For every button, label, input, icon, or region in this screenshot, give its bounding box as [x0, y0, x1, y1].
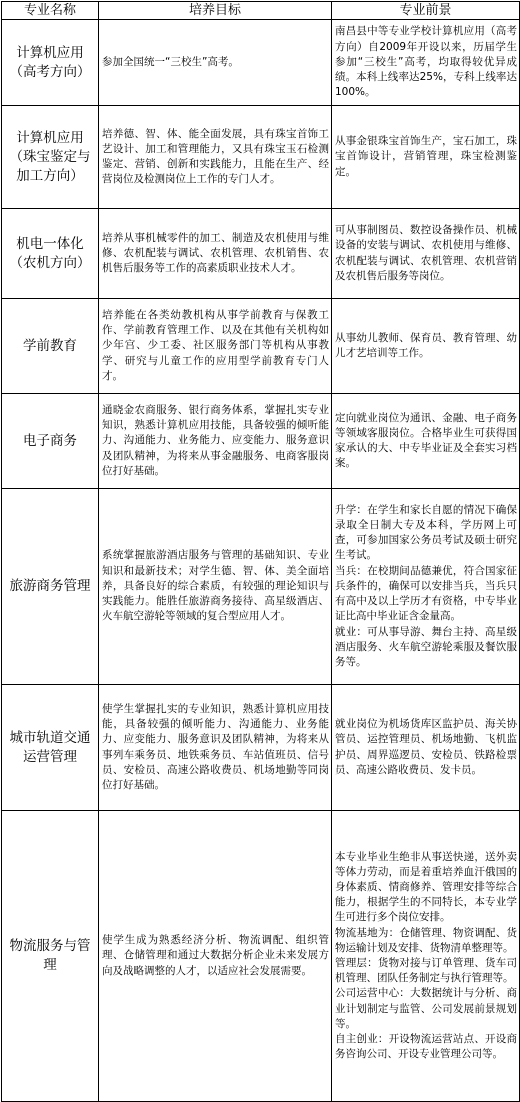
major-table — [1, 1, 520, 1102]
prospect-paragraph: 升学：在学生和家长自愿的情况下确保录取全日制大专及本科，学历网上可查，可参加国家公务员考试及硕士研究生考试。 — [335, 503, 517, 562]
prospect-paragraph: 就业岗位为机场货库区监护员、海关协管员、运控管理员、机场地勤、飞机监护员、周界巡逻员、安检员、铁路检票员、高速公路收费员、发卡员。 — [335, 718, 517, 776]
training-goal-cell — [99, 209, 332, 299]
major-name-cell: 计算机应用 （高考方向） — [2, 20, 99, 106]
goal-paragraph: 培养德、智、体、能全面发展，具有珠宝首饰工艺设计、加工和管理能力，又具有珠宝玉石检测鉴定、营销、创新和实践能力，且能在生产、经营岗位及检测岗位上工作的专门人才。 — [102, 127, 329, 186]
goal-paragraph: 使学生掌握扎实的专业知识，熟悉计算机应用技能，具备较强的倾听能力、沟通能力、业务能力、应变能力、服务意识及团队精神，为将来从事列车乘务员、地铁乘务员、车站值班员、信号员、安检员、高速公路收费员、机场地勤等同岗位打好基础。 — [102, 702, 329, 791]
table-body — [2, 20, 520, 1102]
goal-paragraph: 培养从事机械零件的加工、制造及农机使用与维修、农机配装与调试、农机管理、农机销售、农机售后服务等工作的高素质职业技术人才。 — [102, 231, 329, 275]
career-prospect-cell — [332, 394, 520, 489]
goal-paragraph: 系统掌握旅游酒店服务与管理的基础知识、专业知识和最新技术；对学生德、智、体、美全面培养，具备良好的综合素质，有较强的理论知识与实践能力。能胜任旅游商务接待、高星级酒店、火车航空游轮等领域的复合型应用人才。 — [102, 549, 329, 623]
major-name-cell: 物流服务与管理 — [2, 811, 99, 1102]
prospect-paragraph: 管理层：货物对接与订单管理、货车司机管理、团队任务制定与执行管理等。 — [335, 957, 517, 985]
table-row — [2, 489, 520, 685]
goal-paragraph: 通晓金农商服务、银行商务体系，掌握扎实专业知识，熟悉计算机应用技能，具备较强的倾听能力、沟通能力、业务能力、应变能力、服务意识及团队精神，为将来从事金融服务、电商客服岗位打好基础。 — [102, 403, 329, 477]
career-prospect-cell — [332, 209, 520, 299]
major-name-cell: 计算机应用 （珠宝鉴定与 加工方向） — [2, 106, 99, 209]
header-major-name: 专业名称 — [2, 2, 99, 20]
training-goal-cell — [99, 106, 332, 209]
prospect-paragraph: 本专业毕业生绝非从事送快递，送外卖等体力劳动，而是着重培养血汗俄国的身体素质、情商修养、管理安排等综合能力，根据学生的不同特长，本专业学生可进行多个岗位安排。 — [335, 850, 517, 924]
training-goal-cell — [99, 20, 332, 106]
prospect-paragraph: 就业：可从事导游、舞台主持、高星级酒店服务、火车航空游轮乘服及餐饮服务等。 — [335, 625, 517, 668]
major-name-cell: 城市轨道交通 运营管理 — [2, 685, 99, 811]
prospect-paragraph: 从事幼儿教师、保育员、教育管理、幼儿才艺培训等工作。 — [335, 331, 517, 359]
prospect-paragraph: 物流基地为：仓储管理、物资调配、货物运输计划及安排、货物清单整理等。 — [335, 926, 517, 954]
table-row — [2, 811, 520, 1102]
table-row — [2, 106, 520, 209]
career-prospect-cell — [332, 685, 520, 811]
header-row — [2, 2, 520, 20]
header-training-goal: 培养目标 — [99, 2, 332, 20]
training-goal-cell — [99, 299, 332, 394]
prospect-paragraph: 公司运营中心：大数据统计与分析、商业计划制定与监管、公司发展前景规划等。 — [335, 987, 517, 1030]
goal-paragraph: 培养能在各类幼教机构从事学前教育与保教工作、学前教育管理工作、以及在其他有关机构如少年宫、少工委、社区服务部门等机构从事教学、研究与儿童工作的应用型学前教育专门人才。 — [102, 308, 329, 382]
goal-paragraph: 使学生成为熟悉经济分析、物流调配、组织管理、仓储管理和通过大数据分析企业未来发展方向及战略调整的人才，以适应社会发展需要。 — [102, 934, 329, 977]
major-name-cell: 旅游商务管理 — [2, 489, 99, 685]
prospect-paragraph: 南昌县中等专业学校计算机应用（高考方向）自2009年开设以来，历届学生参加“三校生”高考，均取得较优异成绩。本科上线率达25%，专科上线率达100%。 — [335, 25, 517, 99]
major-name-cell: 机电一体化 （农机方向） — [2, 209, 99, 299]
table-row — [2, 209, 520, 299]
training-goal-cell — [99, 489, 332, 685]
career-prospect-cell — [332, 299, 520, 394]
prospect-paragraph: 从事金银珠宝首饰生产，宝石加工，珠宝首饰设计，营销管理，珠宝检测鉴定。 — [335, 135, 517, 178]
major-name-cell: 学前教育 — [2, 299, 99, 394]
major-name-cell: 电子商务 — [2, 394, 99, 489]
table-row — [2, 685, 520, 811]
table-row — [2, 394, 520, 489]
goal-paragraph: 参加全国统一“三校生”高考。 — [102, 55, 239, 68]
table-row — [2, 299, 520, 394]
training-goal-cell — [99, 394, 332, 489]
header-career-prospect: 专业前景 — [332, 2, 520, 20]
prospect-paragraph: 自主创业：开设物流运营站点、开设商务咨询公司、开设专业管理公司等。 — [335, 1033, 517, 1061]
prospect-paragraph: 当兵：在校期间品德兼优，符合国家征兵条件的，确保可以安排当兵，当兵只有高中及以上学历才有资格，中专毕业证比高中毕业证含金量高。 — [335, 564, 517, 623]
career-prospect-cell — [332, 489, 520, 685]
table-row — [2, 20, 520, 106]
career-prospect-cell — [332, 20, 520, 106]
training-goal-cell — [99, 685, 332, 811]
career-prospect-cell — [332, 106, 520, 209]
prospect-paragraph: 定向就业岗位为通讯、金融、电子商务等领域客服岗位。合格毕业生可获得国家承认的大、中专毕业证及全套实习档案。 — [335, 411, 517, 470]
career-prospect-cell — [332, 811, 520, 1102]
prospect-paragraph: 可从事制图员、数控设备操作员、机械设备的安装与调试、农机使用与维修、农机配装与调试、农机管理、农机营销及农机售后服务等岗位。 — [335, 224, 517, 282]
training-goal-cell — [99, 811, 332, 1102]
